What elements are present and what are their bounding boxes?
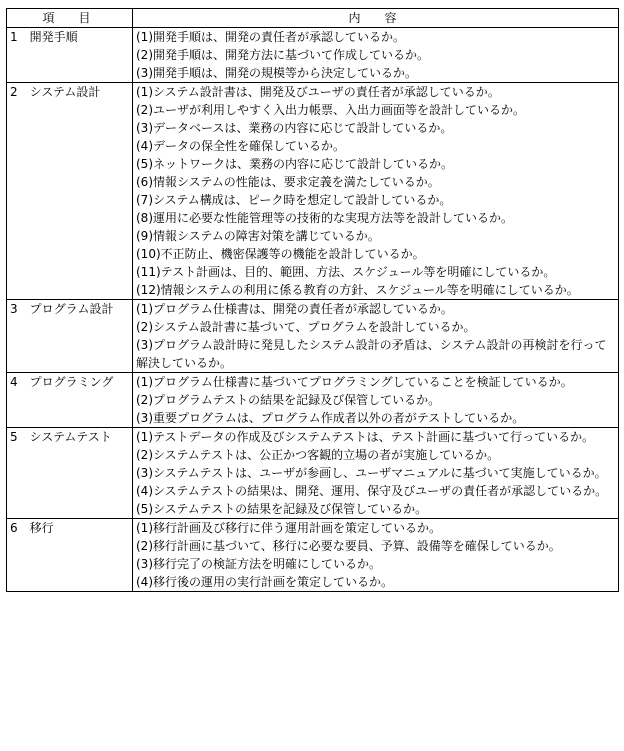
content-line: (3)システムテストは、ユーザが参画し、ユーザマニュアルに基づいて実施しているか。 [136,466,607,480]
row-item-label: 2 システム設計 [7,83,133,300]
content-line: (3)開発手順は、開発の規模等から決定しているか。 [136,66,418,80]
content-line: (2)ユーザが利用しやすく入出力帳票、入出力画面等を設計しているか。 [136,103,526,117]
content-line: (6)情報システムの性能は、要求定義を満たしているか。 [136,175,440,189]
content-line: (7)システム構成は、ピーク時を想定して設計しているか。 [136,193,452,207]
content-line: (2)移行計画に基づいて、移行に必要な要員、予算、設備等を確保しているか。 [136,539,561,553]
content-line: (4)システムテストの結果は、開発、運用、保守及びユーザの責任者が承認しているか。 [136,484,608,498]
row-content [133,373,619,428]
header-content: 内 容 [133,9,619,28]
content-line: (1)開発手順は、開発の責任者が承認しているか。 [136,30,405,44]
row-item-label: 1 開発手順 [7,28,133,83]
content-line: (1)プログラム仕様書は、開発の責任者が承認しているか。 [136,302,453,316]
content-line: (2)システム設計書に基づいて、プログラムを設計しているか。 [136,320,476,334]
content-line: (1)移行計画及び移行に伴う運用計画を策定しているか。 [136,521,442,535]
row-content [133,428,619,519]
content-line: (4)データの保全性を確保しているか。 [136,139,345,153]
row-item-label: 3 プログラム設計 [7,300,133,373]
content-line: (1)テストデータの作成及びシステムテストは、テスト計画に基づいて行っているか。 [136,430,595,444]
table-row [7,428,619,519]
content-line: (8)運用に必要な性能管理等の技術的な実現方法等を設計しているか。 [136,211,514,225]
header-item: 項 目 [7,9,133,28]
content-line: (3)移行完了の検証方法を明確にしているか。 [136,557,381,571]
content-line: (4)移行後の運用の実行計画を策定しているか。 [136,575,393,589]
row-content [133,83,619,300]
content-line: (3)プログラム設計時に発見したシステム設計の矛盾は、システム設計の再検討を行って解決しているか。 [136,338,607,370]
content-line: (1)システム設計書は、開発及びユーザの責任者が承認しているか。 [136,85,500,99]
table-row [7,519,619,592]
content-line: (1)プログラム仕様書に基づいてプログラミングしていることを検証しているか。 [136,375,573,389]
content-line: (2)プログラムテストの結果を記録及び保管しているか。 [136,393,441,407]
row-item-label: 4 プログラミング [7,373,133,428]
content-line: (2)開発手順は、開発方法に基づいて作成しているか。 [136,48,430,62]
content-line: (5)システムテストの結果を記録及び保管しているか。 [136,502,428,516]
row-item-label: 5 システムテスト [7,428,133,519]
table-row [7,83,619,300]
content-line: (12)情報システムの利用に係る教育の方針、スケジュール等を明確にしているか。 [136,283,579,297]
table-body [7,28,619,592]
row-content [133,300,619,373]
content-line: (10)不正防止、機密保護等の機能を設計しているか。 [136,247,425,261]
table-row [7,300,619,373]
content-line: (3)重要プログラムは、プログラム作成者以外の者がテストしているか。 [136,411,525,425]
header-row [7,9,619,28]
content-line: (2)システムテストは、公正かつ客観的立場の者が実施しているか。 [136,448,500,462]
row-item-label: 6 移行 [7,519,133,592]
row-content [133,519,619,592]
table-row [7,373,619,428]
content-line: (11)テスト計画は、目的、範囲、方法、スケジュール等を明確にしているか。 [136,265,556,279]
row-content [133,28,619,83]
content-line: (3)データベースは、業務の内容に応じて設計しているか。 [136,121,453,135]
content-line: (5)ネットワークは、業務の内容に応じて設計しているか。 [136,157,454,171]
content-line: (9)情報システムの障害対策を講じているか。 [136,229,380,243]
table-row [7,28,619,83]
checklist-table [6,8,619,592]
